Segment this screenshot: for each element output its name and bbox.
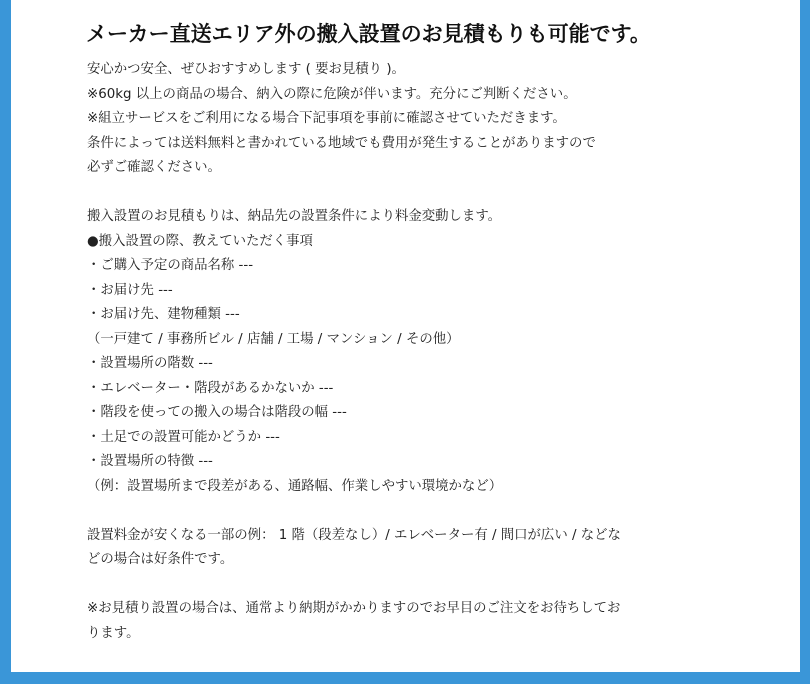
text-line: 条件によっては送料無料と書かれている地域でも費用が発生することがありますので — [87, 135, 596, 151]
page-title: メーカー直送エリア外の搬入設置のお見積もりも可能です。 — [86, 22, 651, 46]
text-line: 安心かつ安全、ぜひおすすめします ( 要お見積り )。 — [87, 62, 405, 77]
text-line: 設置料金が安くなる一部の例： 1 階（段差なし）/ エレベーター有 / 間口が広い / などな — [87, 527, 621, 543]
blank-line — [87, 181, 727, 206]
list-item: ・お届け先、建物種類 --- — [87, 307, 240, 322]
text-line: ※お見積り設置の場合は、通常より納期がかかりますのでお早目のご注文をお待ちしてお — [87, 601, 621, 616]
list-item: ・土足での設置可能かどうか --- — [87, 429, 280, 445]
text-line: ●搬入設置の際、教えていただく事項 — [87, 233, 313, 249]
text-line: （例：設置場所まで段差がある、通路幅、作業しやすい環境かなど） — [87, 478, 503, 494]
text-line: （一戸建て / 事務所ビル / 店舗 / 工場 / マンション / その他） — [87, 331, 460, 347]
text-line: どの場合は好条件です。 — [87, 552, 234, 567]
text-line: ります。 — [87, 625, 140, 641]
list-item: ・設置場所の特徴 --- — [87, 454, 213, 469]
text-line: ※60kg 以上の商品の場合、納入の際に危険が伴います。充分にご判断ください。 — [87, 86, 577, 102]
text-line: 必ずご確認ください。 — [87, 160, 221, 175]
list-item: ・お届け先 --- — [87, 282, 173, 298]
list-item: ・エレベーター・階段があるかないか --- — [87, 380, 334, 396]
list-item: ・設置場所の階数 --- — [87, 356, 213, 371]
blank-line — [87, 499, 727, 524]
list-item: ・階段を使っての搬入の場合は階段の幅 --- — [87, 405, 347, 420]
text-line: ※組立サービスをご利用になる場合下記事項を事前に確認させていただきます。 — [87, 111, 566, 126]
blank-line — [87, 573, 727, 598]
text-line: 搬入設置のお見積もりは、納品先の設置条件により料金変動します。 — [87, 209, 502, 224]
list-item: ・ご購入予定の商品名称 --- — [87, 258, 254, 273]
body-text — [87, 58, 727, 646]
